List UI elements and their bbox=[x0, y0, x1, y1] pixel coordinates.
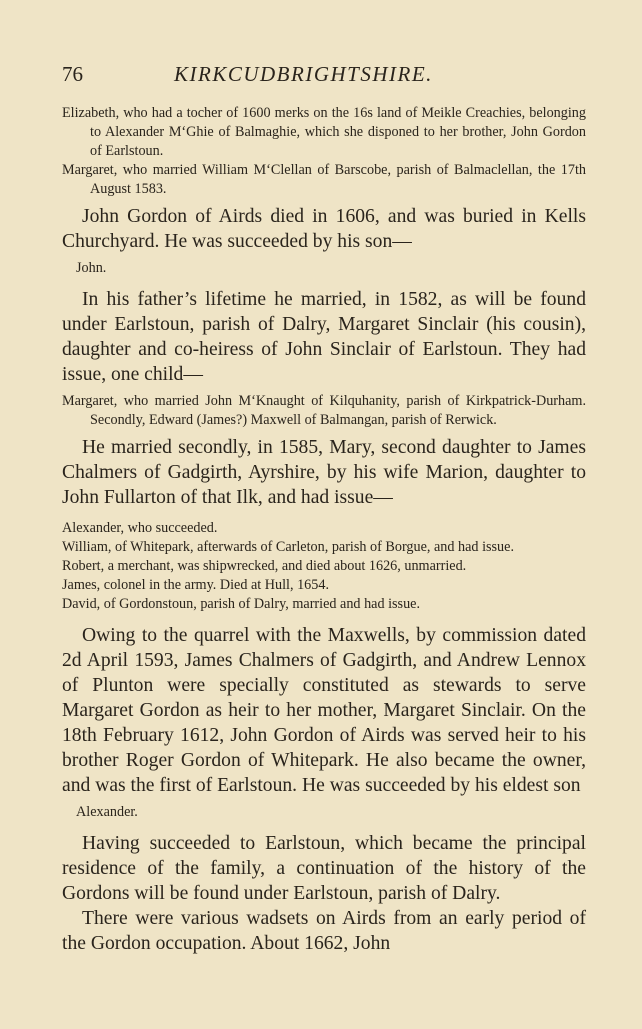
paragraph-earlstoun: Having succeeded to Earlstoun, which became the principal residence of the family, a continuation of the history of the Gordons will be found under Earlstoun, parish of Dalry. bbox=[62, 833, 586, 904]
paragraph-marriage: In his father’s lifetime he married, in 1582, as will be found under Earlstoun, parish of Dalry, Margaret Sinclair (his cousin), daughter and co-heiress of John Sinclair of Earlstoun. They had issue, one child— bbox=[62, 289, 586, 385]
heir-name-alexander: Alexander. bbox=[76, 804, 138, 820]
note-elizabeth: Elizabeth, who had a tocher of 1600 merks on the 16s land of Meikle Creachies, belonging to Alexander M‘Ghie of Balmaghie, which she disponed to her brother, John Gordon of Earlstoun. bbox=[62, 105, 586, 159]
note-margaret-child: Margaret, who married John M‘Knaught of Kilquhanity, parish of Kirkpatrick-Durham. Secondly, Edward (James?) Maxwell of Balmangan, parish of Rerwick. bbox=[62, 393, 586, 428]
list-item: William, of Whitepark, afterwards of Carleton, parish of Borgue, and had issue. bbox=[62, 539, 514, 555]
note-margaret: Margaret, who married William M‘Clellan of Barscobe, parish of Balmaclellan, the 17th August 1583. bbox=[62, 162, 586, 197]
paragraph-second-marriage: He married secondly, in 1585, Mary, second daughter to James Chalmers of Gadgirth, Ayrshire, by his wife Marion, daughter to John Fullarton of that Ilk, and had issue— bbox=[62, 437, 586, 508]
paragraph-commission: Owing to the quarrel with the Maxwells, by commission dated 2d April 1593, James Chalmers of Gadgirth, and Andrew Lennox of Plunton were specially constituted as stewards to serve Margaret Gordon as heir to her mother, Margaret Sinclair. On the 18th February 1612, John Gordon of Airds was served heir to his brother Roger Gordon of Whitepark. He also became the owner, and was the first of Earlstoun. He was succeeded by his eldest son bbox=[62, 625, 586, 796]
running-title: KIRKCUDBRIGHTSHIRE. bbox=[174, 62, 433, 86]
list-item: Alexander, who succeeded. bbox=[62, 520, 218, 536]
paragraph-death: John Gordon of Airds died in 1606, and was buried in Kells Churchyard. He was succeeded by his son— bbox=[62, 206, 586, 252]
paragraph-wadsets: There were various wadsets on Airds from an early period of the Gordon occupation. About 1662, John bbox=[62, 908, 586, 954]
list-item: James, colonel in the army. Died at Hull, 1654. bbox=[62, 577, 330, 593]
list-item: Robert, a merchant, was shipwrecked, and died about 1626, unmarried. bbox=[62, 558, 467, 574]
heir-name-john: John. bbox=[76, 260, 107, 276]
list-item: David, of Gordonstoun, parish of Dalry, married and had issue. bbox=[62, 596, 421, 612]
page-body bbox=[62, 104, 586, 956]
page-number: 76 bbox=[62, 62, 83, 86]
children-list bbox=[62, 519, 586, 614]
page-header bbox=[62, 62, 580, 92]
